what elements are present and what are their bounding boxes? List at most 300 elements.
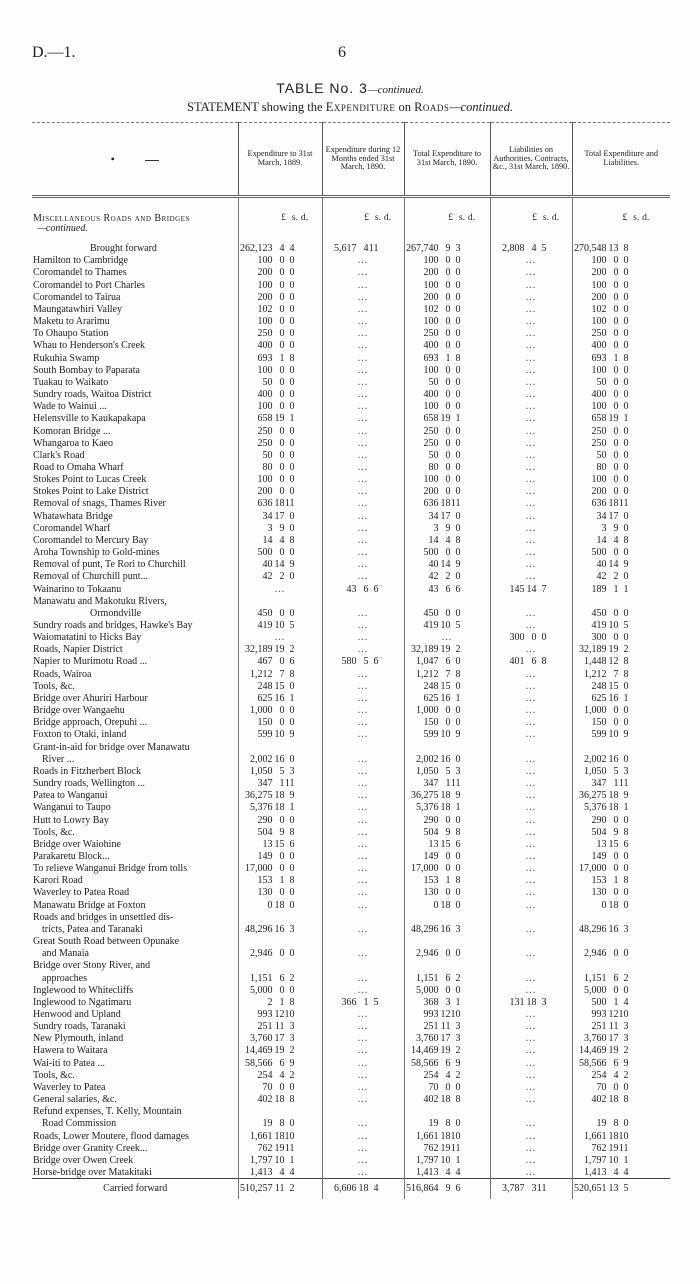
pounds: 3,760: [250, 1033, 273, 1045]
row-label: General salaries, &c.: [33, 1094, 117, 1106]
amount-cell: [404, 838, 490, 850]
amount-cell: [572, 485, 670, 497]
pence: 0: [623, 279, 629, 291]
pence: 0: [455, 571, 461, 583]
column-header-1: Expenditure to 31st March, 1889.: [238, 123, 322, 197]
amount-cell: [404, 254, 490, 266]
shillings: 0: [445, 279, 451, 291]
row-label: Road to Omaha Wharf: [33, 461, 124, 473]
table-row: [32, 959, 670, 971]
row-label: South Bombay to Paparata: [33, 364, 140, 376]
table-row: [32, 558, 670, 570]
pence: 0: [289, 753, 295, 765]
pounds: 1,661: [584, 1130, 607, 1142]
amount-cell: [572, 1093, 670, 1105]
shillings: 0: [445, 474, 451, 486]
nil-dots: ...: [357, 255, 369, 267]
pounds: 100: [257, 364, 273, 376]
pence: 3: [455, 1021, 461, 1033]
table-row: [32, 1142, 670, 1154]
amount-cell: [404, 692, 490, 704]
row-description: [32, 534, 238, 546]
nil-dots: ...: [525, 486, 537, 498]
shillings: 7: [279, 668, 285, 680]
pounds: 0: [267, 899, 273, 911]
pence: 0: [455, 814, 461, 826]
amount-cell: [322, 473, 404, 485]
row-description: [32, 971, 238, 983]
row-description: [32, 874, 238, 886]
nil-dots: ...: [357, 376, 369, 388]
row-label: and Manaia: [42, 948, 89, 960]
pence: 0: [623, 571, 629, 583]
amount-cell: [322, 376, 404, 388]
row-description: [32, 254, 238, 266]
nil-dots: ...: [525, 863, 537, 875]
table-row: [32, 947, 670, 959]
amount-cell: [322, 364, 404, 376]
pence: 8: [623, 875, 629, 887]
amount-cell: [572, 242, 670, 254]
pounds: 17,000: [579, 863, 607, 875]
column-header-3: Total Expenditure to 31st March, 1890.: [404, 123, 490, 197]
amount-cell: [490, 449, 572, 461]
row-label: Hamilton to Cambridge: [33, 255, 128, 267]
amount-cell: [490, 801, 572, 813]
amount-cell: [404, 911, 490, 923]
amount-cell: [322, 813, 404, 825]
amount-cell: [490, 959, 572, 971]
amount-cell: [490, 1032, 572, 1044]
pounds: 32,189: [411, 644, 439, 656]
amount-cell: [572, 898, 670, 910]
shillings: 0: [613, 279, 619, 291]
amount-cell: [490, 655, 572, 667]
pence: 11: [618, 498, 629, 510]
shillings: 18: [274, 802, 285, 814]
pence: 1: [455, 802, 461, 814]
pounds: 3,787: [502, 1183, 525, 1195]
pence: 10: [618, 1130, 629, 1142]
row-description: [32, 1105, 238, 1117]
amount-cell: [572, 631, 670, 643]
shillings: 0: [279, 449, 285, 461]
nil-dots: ...: [357, 522, 369, 534]
shillings: 0: [445, 255, 451, 267]
pence: 8: [623, 656, 629, 668]
pence: 0: [455, 474, 461, 486]
amount-cell: [572, 1117, 670, 1129]
row-description: [32, 1056, 238, 1068]
amount-cell: [572, 1008, 670, 1020]
pence: 0: [623, 291, 629, 303]
shillings: 3: [531, 1183, 537, 1195]
row-description: [32, 631, 238, 643]
table-row: [32, 1166, 670, 1179]
pounds: 70: [262, 1081, 273, 1093]
pence: 0: [455, 425, 461, 437]
amount-cell: [238, 558, 322, 570]
shillings: 16: [440, 692, 451, 704]
nil-dots: ...: [525, 437, 537, 449]
shillings: 19: [440, 413, 451, 425]
pence: 11: [368, 243, 379, 255]
row-description: [32, 266, 238, 278]
amount-cell: [572, 449, 670, 461]
pence: 8: [289, 668, 295, 680]
pence: 2: [289, 972, 295, 984]
shillings: 2: [613, 571, 619, 583]
pence: 9: [455, 790, 461, 802]
amount-cell: [490, 947, 572, 959]
pounds: 14,469: [579, 1045, 607, 1057]
pounds: 100: [591, 474, 607, 486]
row-description: [32, 607, 238, 619]
column-header-4: Liabilities on Authorities, Contracts, &c., 31st March, 1890.: [490, 123, 572, 197]
pence: 3: [623, 1021, 629, 1033]
pence: 9: [289, 559, 295, 571]
pence: 0: [623, 474, 629, 486]
pounds: 368: [423, 996, 439, 1008]
amount-cell: [238, 1093, 322, 1105]
pounds: 693: [423, 352, 439, 364]
shillings: 0: [613, 850, 619, 862]
table-row: [32, 886, 670, 898]
row-description: [32, 1069, 238, 1081]
shillings: 0: [613, 705, 619, 717]
row-description: [32, 485, 238, 497]
pounds: 36,275: [579, 790, 607, 802]
row-label: Coromandel to Mercury Bay: [33, 534, 149, 546]
shillings: 1: [613, 778, 619, 790]
nil-dots: ...: [525, 498, 537, 510]
pounds: 80: [428, 461, 439, 473]
row-label: Maketu to Ararimu: [33, 316, 110, 328]
shillings: 0: [279, 887, 285, 899]
pounds: 100: [591, 255, 607, 267]
pounds: 19: [596, 1118, 607, 1130]
amount-cell: [238, 1081, 322, 1093]
row-description: [32, 582, 238, 594]
table-row: [32, 1154, 670, 1166]
table-row: [32, 765, 670, 777]
row-label: River ...: [42, 753, 75, 765]
amount-cell: [238, 266, 322, 278]
pounds: 450: [591, 607, 607, 619]
amount-cell: [490, 1044, 572, 1056]
amount-cell: [322, 923, 404, 935]
table-row: [32, 254, 670, 266]
amount-cell: [322, 971, 404, 983]
amount-cell: [322, 826, 404, 838]
amount-cell: [490, 1069, 572, 1081]
amount-cell: [238, 570, 322, 582]
pounds: 102: [257, 303, 273, 315]
amount-cell: [238, 777, 322, 789]
shillings: 0: [279, 364, 285, 376]
amount-cell: [404, 412, 490, 424]
amount-cell: [238, 923, 322, 935]
amount-cell: [238, 437, 322, 449]
amount-cell: [322, 947, 404, 959]
pounds: 251: [591, 1021, 607, 1033]
nil-dots: ...: [357, 790, 369, 802]
shillings: 18: [608, 790, 619, 802]
amount-cell: [322, 607, 404, 619]
amount-cell: [404, 437, 490, 449]
pence: 0: [455, 340, 461, 352]
pence: 0: [289, 984, 295, 996]
shillings: 0: [445, 984, 451, 996]
row-label: approaches: [42, 972, 87, 984]
amount-cell: [404, 680, 490, 692]
shillings: 0: [445, 486, 451, 498]
pence: 0: [623, 437, 629, 449]
unit-header-cell: [404, 197, 490, 243]
pounds: 254: [257, 1069, 273, 1081]
pounds: 290: [591, 814, 607, 826]
pence: 0: [623, 303, 629, 315]
shillings: 0: [613, 376, 619, 388]
pounds: 2,002: [416, 753, 439, 765]
shillings: 0: [613, 984, 619, 996]
amount-cell: [322, 1105, 404, 1117]
pence: 0: [623, 1118, 629, 1130]
pounds: 70: [596, 1081, 607, 1093]
shillings: 18: [440, 802, 451, 814]
nil-dots: ...: [525, 1167, 537, 1179]
amount-cell: [238, 886, 322, 898]
pounds: 250: [591, 437, 607, 449]
row-description: [32, 655, 238, 667]
pounds: 150: [257, 717, 273, 729]
amount-cell: [404, 667, 490, 679]
nil-dots: ...: [525, 571, 537, 583]
amount-cell: [404, 850, 490, 862]
shillings: 11: [274, 1183, 285, 1195]
pence: 0: [289, 607, 295, 619]
pence: 2: [623, 644, 629, 656]
amount-cell: [238, 874, 322, 886]
pence: 0: [289, 267, 295, 279]
pounds: 1,050: [584, 765, 607, 777]
nil-dots: ...: [357, 705, 369, 717]
pence: 0: [289, 510, 295, 522]
row-description: [32, 303, 238, 315]
nil-dots: ...: [357, 1130, 369, 1142]
shillings: 0: [445, 850, 451, 862]
expenditure-table: [32, 122, 670, 1199]
amount-cell: [238, 509, 322, 521]
amount-cell: [322, 522, 404, 534]
pence: 10: [450, 1009, 461, 1020]
statement-middle: on: [398, 100, 411, 114]
shillings: 16: [440, 753, 451, 765]
pounds: 1,050: [250, 765, 273, 777]
pence: 0: [623, 364, 629, 376]
amount-cell: [490, 850, 572, 862]
pounds: 13: [428, 838, 439, 850]
pence: 5: [455, 620, 461, 631]
amount-cell: [238, 1105, 322, 1117]
table-row: [32, 655, 670, 667]
shillings: 10: [274, 729, 285, 741]
amount-cell: [572, 558, 670, 570]
pence: 1: [289, 802, 295, 814]
amount-cell: [322, 461, 404, 473]
pounds: 250: [423, 425, 439, 437]
pounds: 1,797: [584, 1154, 607, 1166]
row-label: Inglewood to Whitecliffs: [33, 984, 134, 996]
pounds: 450: [257, 607, 273, 619]
amount-cell: [322, 1032, 404, 1044]
shillings: 16: [274, 753, 285, 765]
pence: 0: [455, 863, 461, 875]
pence: 0: [289, 255, 295, 267]
row-label: Ormondville: [90, 607, 142, 619]
shillings: 5: [445, 765, 451, 777]
amount-cell: [490, 595, 572, 607]
amount-cell: [490, 777, 572, 789]
amount-cell: [404, 740, 490, 752]
shillings: 14: [608, 559, 619, 571]
pounds: 2,946: [416, 948, 439, 960]
amount-cell: [572, 923, 670, 935]
nil-dots: ...: [525, 1021, 537, 1033]
shillings: 0: [445, 863, 451, 875]
pence: 0: [289, 401, 295, 413]
pence: 9: [289, 1057, 295, 1069]
pence: 0: [455, 328, 461, 340]
shillings: 0: [613, 267, 619, 279]
nil-dots: ...: [357, 632, 369, 644]
pence: 11: [450, 1142, 461, 1154]
shillings: 13: [608, 1183, 619, 1195]
table-row: [32, 826, 670, 838]
amount-cell: [322, 303, 404, 315]
nil-dots: ...: [357, 1069, 369, 1081]
row-description: [32, 765, 238, 777]
amount-cell: [572, 400, 670, 412]
shillings: 0: [279, 316, 285, 328]
row-description: [32, 935, 238, 947]
nil-dots: ...: [525, 887, 537, 899]
pounds: 100: [423, 255, 439, 267]
amount-cell: [404, 1008, 490, 1020]
table-row: [32, 935, 670, 947]
amount-cell: [322, 534, 404, 546]
amount-cell: [238, 1142, 322, 1154]
amount-cell: [322, 740, 404, 752]
amount-cell: [490, 473, 572, 485]
amount-cell: [238, 692, 322, 704]
shillings: 18: [440, 498, 451, 510]
pence: 11: [536, 1183, 547, 1195]
pounds: 14: [428, 534, 439, 546]
nil-dots: ...: [525, 984, 537, 996]
shillings: 0: [279, 376, 285, 388]
pounds: 200: [257, 486, 273, 498]
shillings: 18: [274, 498, 285, 510]
row-description: [32, 473, 238, 485]
amount-cell: [322, 704, 404, 716]
row-description: [32, 740, 238, 752]
pounds: 1,661: [250, 1130, 273, 1142]
nil-dots: ...: [525, 838, 537, 850]
pounds: 100: [591, 316, 607, 328]
amount-cell: [322, 582, 404, 594]
row-description: [32, 947, 238, 959]
row-description: [32, 1166, 238, 1179]
row-label: Coromandel to Thames: [33, 267, 127, 279]
shillings: 18: [440, 1130, 451, 1142]
shillings: 0: [445, 340, 451, 352]
amount-cell: [322, 1129, 404, 1141]
amount-cell: [404, 351, 490, 363]
pence: 2: [455, 972, 461, 984]
row-label: Rukuhia Swamp: [33, 352, 100, 364]
amount-cell: [572, 595, 670, 607]
amount-cell: [238, 1069, 322, 1081]
amount-cell: [572, 935, 670, 947]
amount-cell: [238, 388, 322, 400]
pounds: 762: [423, 1142, 439, 1154]
nil-dots: ...: [525, 534, 537, 546]
pence: 0: [455, 522, 461, 534]
pounds: 43: [346, 583, 357, 595]
amount-cell: [404, 947, 490, 959]
pence: 0: [623, 522, 629, 534]
shillings: 6: [445, 1057, 451, 1069]
pence: 0: [455, 267, 461, 279]
shillings: 18: [526, 996, 537, 1008]
table-row: [32, 753, 670, 765]
pounds: 3: [601, 522, 607, 534]
nil-dots: ...: [525, 559, 537, 571]
amount-cell: [490, 886, 572, 898]
shillings: 0: [613, 437, 619, 449]
pounds: 347: [257, 778, 273, 790]
amount-cell: [490, 826, 572, 838]
pounds: 636: [423, 498, 439, 510]
pence: 2: [289, 1045, 295, 1057]
amount-cell: [322, 777, 404, 789]
shillings: 0: [445, 437, 451, 449]
row-label: Wai-iti to Patea ...: [33, 1057, 105, 1069]
amount-cell: [572, 607, 670, 619]
pounds: 248: [257, 680, 273, 692]
shillings: 1: [279, 875, 285, 887]
pence: 6: [373, 656, 379, 668]
pounds: 100: [257, 474, 273, 486]
amount-cell: [490, 509, 572, 521]
shillings: 0: [613, 1081, 619, 1093]
nil-dots: ...: [357, 1081, 369, 1093]
shillings: 0: [445, 267, 451, 279]
amount-cell: [490, 996, 572, 1008]
table-row: [32, 509, 670, 521]
amount-cell: [490, 424, 572, 436]
amount-cell: [238, 728, 322, 740]
pence: 0: [455, 717, 461, 729]
row-label: Helensville to Kaukapakapa: [33, 413, 146, 425]
shillings: 0: [279, 461, 285, 473]
statement-suffix: —continued.: [449, 100, 513, 114]
shillings: 0: [613, 717, 619, 729]
pence: 0: [623, 899, 629, 911]
pounds: 3: [433, 522, 439, 534]
unit-label: £: [364, 213, 369, 223]
